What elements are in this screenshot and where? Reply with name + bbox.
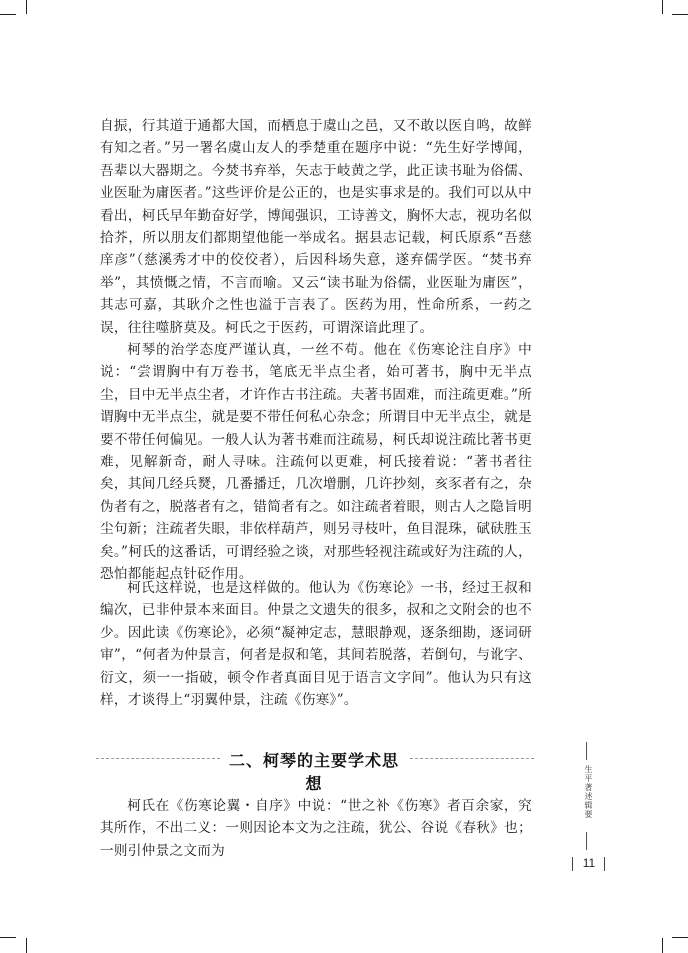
side-tab-rule-top — [586, 742, 587, 760]
crop-mark-top-right-v — [662, 0, 663, 14]
side-tab-label: 生平著述辑要 — [584, 765, 593, 819]
page-number-bar-left — [572, 857, 573, 871]
crop-mark-top-right-h — [672, 14, 688, 15]
crop-mark-bottom-left-v — [26, 938, 27, 953]
body-paragraph-2: 柯琴的治学态度严谨认真，一丝不苟。他在《伤寒论注自序》中说：“尝谓胸中有万卷书，笔底无半点尘者，始可著书，胸中无半点尘，目中无半点尘者，才许作古书注疏。夫著书固难，而注疏更难。”所谓胸中无半点尘，就是要不带任何私心杂念；所谓目中无半点尘，就是要不带任何偏见。一般人认为著书难而注疏易，柯氏却说注疏比著书更难，见解新奇，耐人寻味。注疏何以更难，柯氏接着说：“著书者往矣，其间几经兵燹，几番播迁，几次增删，几许抄刻，亥豕者有之，杂伪者有之，脱落者有之，错简者有之。如注疏者着眼，则古人之隐旨明尘句新；注疏者失眼，非依样葫芦，则另寻枝叶，鱼目混珠，碔砆胜玉矣。”柯氏的这番话，可谓经验之谈，对那些轻视注疏或好为注疏的人，恐怕都能起点针砭作用。 — [100, 342, 532, 583]
crop-mark-bottom-right-h — [672, 937, 688, 938]
crop-mark-bottom-left-h — [0, 937, 16, 938]
crop-mark-bottom-right-v — [662, 938, 663, 953]
body-paragraph-1: 自振，行其道于通都大国，而栖息于虞山之邑，又不敢以医自鸣，故鲜有知之者。”另一署名虞山友人的季楚重在题序中说：“先生好学博闻，吾辈以大器期之。今焚书弃举，矢志于岐黄之学，此正读书耻为俗儒、业医耻为庸医者。”这些评价是公正的，也是实事求是的。我们可以从中看出，柯氏早年勤奋好学，博闻强识，工诗善文，胸怀大志，视功名似拾芥，所以朋友们都期望他能一举成名。据县志记载，柯氏原系“吾慈庠彦”（慈溪秀才中的佼佼者），后因科场失意，遂弃儒学医。“焚书弃举”，其愤慨之情，不言而喻。又云“读书耻为俗儒，业医耻为庸医”，其志可嘉，其耿介之性也溢于言表了。医药为用，性命所系，一药之误，往往噬脐莫及。柯氏之于医药，可谓深谙此理了。 — [100, 118, 532, 336]
page-number-bar-right — [604, 857, 605, 871]
page-number: 11 — [582, 856, 596, 870]
body-paragraph-3: 柯氏这样说，也是这样做的。他认为《伤寒论》一书，经过王叔和编次，已非仲景本来面目。仲景之文遗失的很多，叔和之文附会的也不少。因此读《伤寒论》，必须“凝神定志，慧眼静观，逐条细勘，逐词研审”，“何者为仲景言，何者是叔和笔，其间若脱落，若倒句，与讹字、衍文，须一一指破，顿令作者真面目见于语言文字间”。他认为只有这样，才谈得上“羽翼仲景，注疏《伤寒》”。 — [100, 580, 532, 709]
body-paragraph-4: 柯氏在《伤寒论翼・自序》中说：“世之补《伤寒》者百余家，究其所作，不出二义：一则因论本文为之注疏，犹公、谷说《春秋》也；一则引仲景之文而为 — [100, 798, 532, 859]
side-tab-rule-bottom — [586, 832, 587, 850]
heading-rule-left — [96, 758, 220, 759]
heading-rule-right — [410, 758, 534, 759]
section-heading: 二、柯琴的主要学术思想 — [228, 751, 399, 793]
crop-mark-top-left-v — [26, 0, 27, 14]
crop-mark-top-left-h — [0, 14, 16, 15]
